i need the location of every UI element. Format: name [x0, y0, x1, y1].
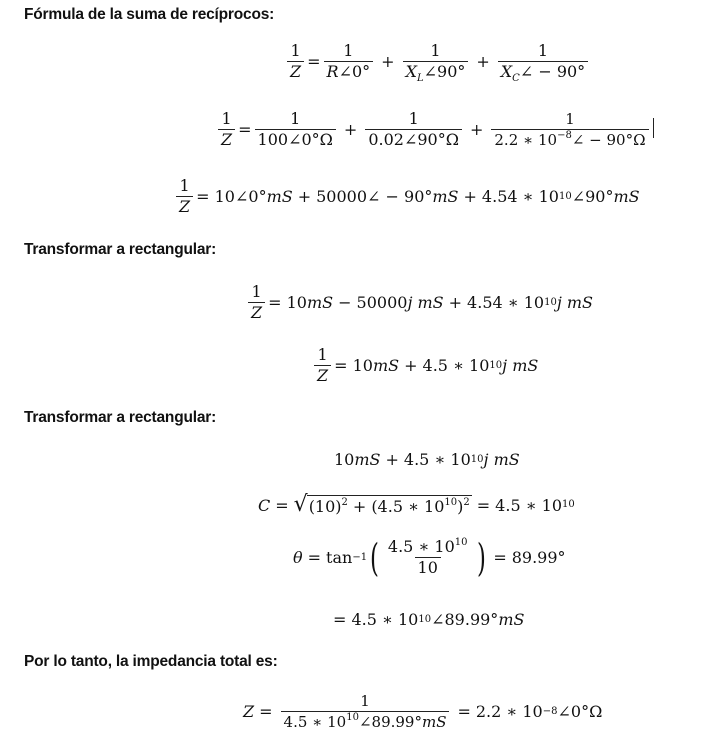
- heading-transform-rectangular-2: Transformar a rectangular:: [24, 409, 217, 426]
- fraction-0-02-ohm: $\frac{1}{0.02\angle 90^\circ\Omega}$: [365, 110, 462, 149]
- equation-polar-result: = 4.5 ∗ 10 10 ∠89.99° mS: [333, 610, 525, 629]
- fraction-one-over-z: $\frac{1}{Z}$: [287, 42, 304, 81]
- fraction-100-ohm: $\frac{1}{100\angle 0^\circ\Omega}$: [255, 110, 336, 149]
- equation-admittance-polar: $\frac{1}{Z}$ = 10∠0° mS + 50000∠ − 90° mS + 4.54 ∗ 10 10 ∠90° mS: [173, 177, 640, 216]
- equation-reciprocal-values: $\frac{1}{Z}$ = $\frac{1}{100\angle 0^\circ\Omega}$ + $\frac{1}{0.02\angle 90^\circ\Omega}$ + $\frac{1}{2.2 ∗ 10^{-8}\angle - 90^\circ\Omega}$: [215, 110, 654, 149]
- equation-reciprocal-general: $\frac{1}{Z}$ = $\frac{1}{R\angle 0^\circ}$ + $\frac{1}{X_L\angle 90^\circ}$ + $\frac{1}{X_C\angle - 90^\circ}$: [284, 42, 591, 81]
- fraction-impedance: $\frac{1}{4.5 ∗ 10^{10}\angle 89.99^\circ mS}$: [281, 692, 450, 731]
- equation-angle: θ = tan −1 ( $\frac{4.5 ∗ 10^{10}}{10}$ ) = 89.99°: [293, 535, 566, 580]
- equation-admittance-rectangular: $\frac{1}{Z}$ = 10 mS − 50000 j mS + 4.54 ∗ 10 10 j mS: [245, 283, 593, 322]
- square-root: √ $(10)^2 + (4.5$ ∗ $10^{10})^2$: [293, 492, 470, 517]
- equation-magnitude: C = √ $(10)^2 + (4.5$ ∗ $10^{10})^2$ = 4.5 ∗ 10 10: [258, 492, 575, 517]
- heading-reciprocal-formula: Fórmula de la suma de recíprocos:: [24, 6, 275, 23]
- equation-rectangular-value: 10 mS + 4.5 ∗ 10 10 j mS: [334, 450, 520, 469]
- heading-total-impedance: Por lo tanto, la impedancia total es:: [24, 653, 278, 670]
- fraction-capacitor-term: $\frac{1}{X_C\angle - 90^\circ}$: [498, 42, 588, 81]
- fraction-arctan-argument: $\frac{4.5 ∗ 10^{10}}{10}$: [387, 537, 468, 577]
- heading-transform-rectangular-1: Transformar a rectangular:: [24, 241, 217, 258]
- fraction-resistor-term: $\frac{1}{R\angle 0^\circ}$: [324, 42, 374, 81]
- fraction-inductor-term: $\frac{1}{X_L\angle 90^\circ}$: [403, 42, 469, 81]
- equation-total-impedance: Z = $\frac{1}{4.5 ∗ 10^{10}\angle 89.99^\circ mS}$ = 2.2 ∗ 10 −8 ∠0°Ω: [243, 692, 603, 731]
- fraction-capacitive-ohm: $\frac{1}{2.2 ∗ 10^{-8}\angle - 90^\circ\Omega}$: [491, 110, 648, 149]
- text-cursor: [653, 118, 654, 138]
- equation-admittance-simplified: $\frac{1}{Z}$ = 10 mS + 4.5 ∗ 10 10 j mS: [311, 346, 538, 385]
